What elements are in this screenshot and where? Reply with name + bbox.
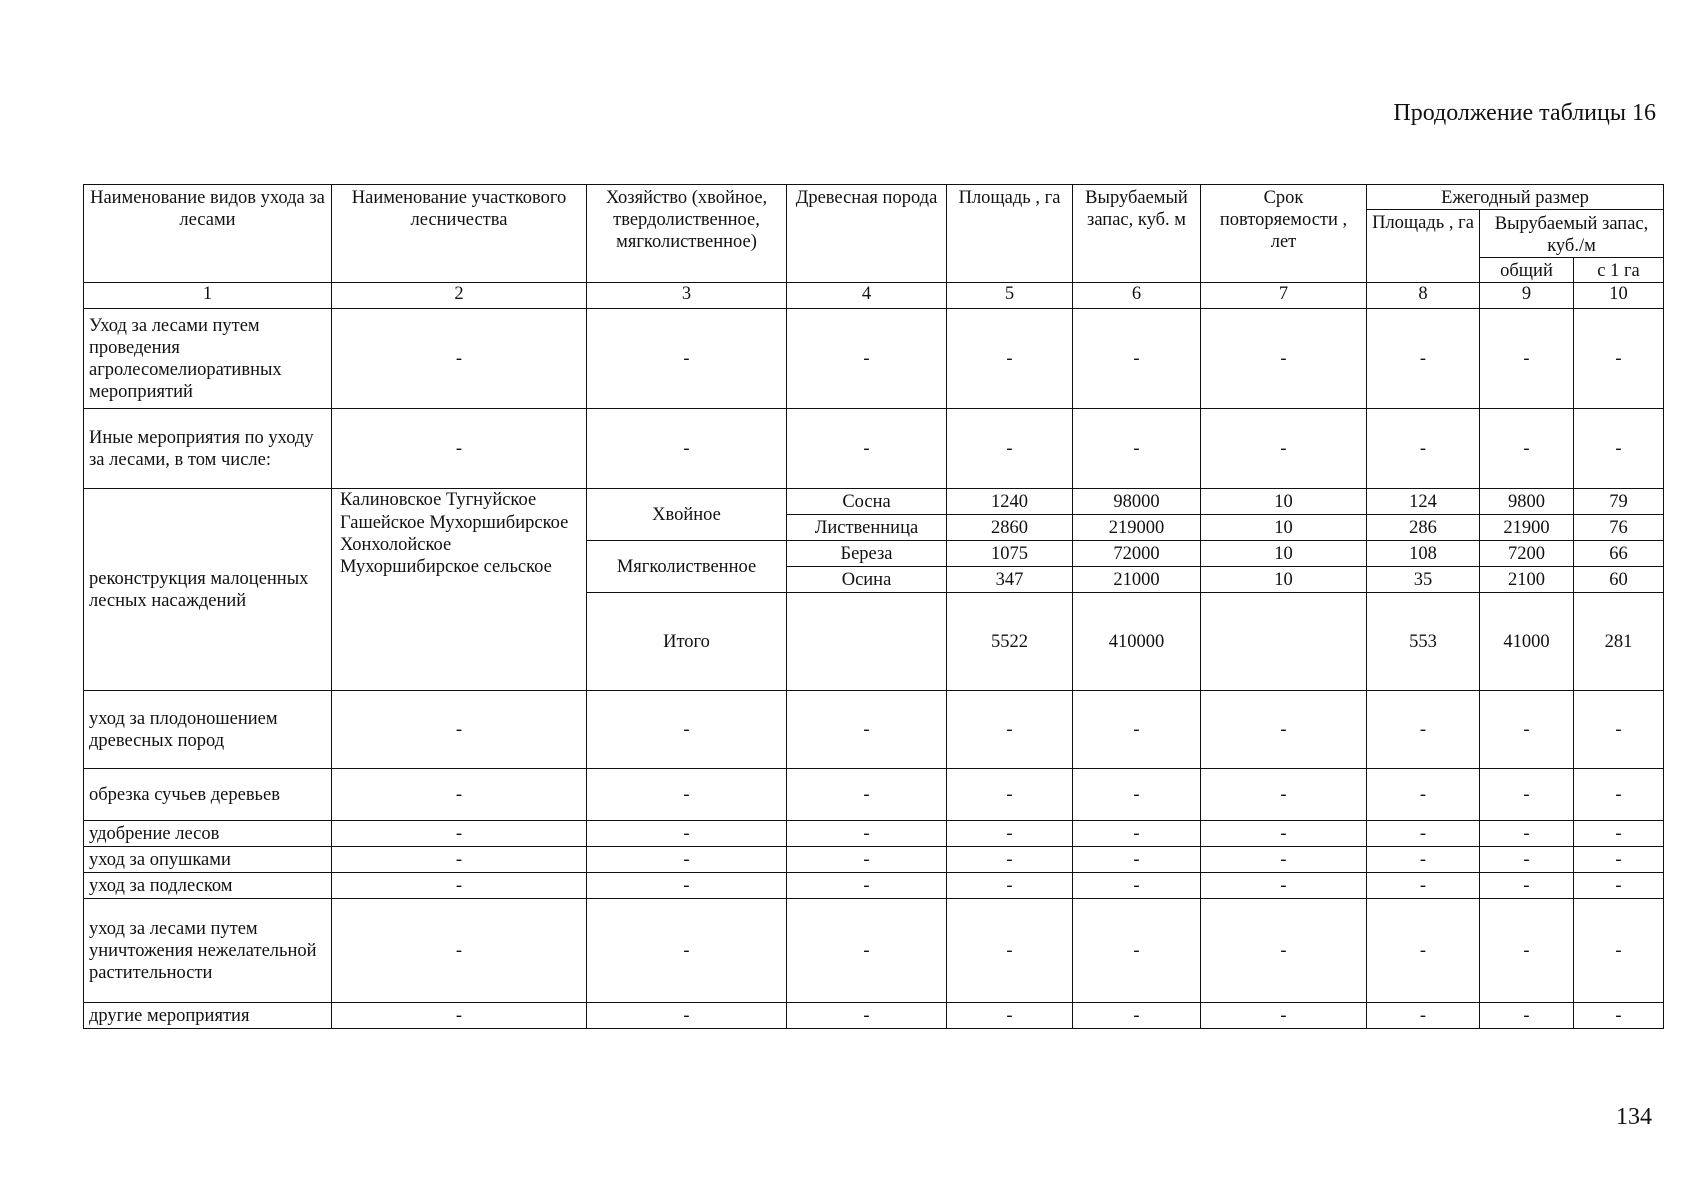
value-cell: -: [947, 1003, 1073, 1029]
value-cell: -: [1201, 769, 1367, 821]
value-cell: -: [332, 409, 587, 489]
table-row: [84, 847, 1664, 873]
value-cell: -: [587, 409, 787, 489]
header-c1: Наименование видов ухода за лесами: [84, 185, 332, 283]
column-number: 9: [1480, 283, 1574, 309]
header-c9: общий: [1480, 258, 1574, 283]
economy-conifer: Хвойное: [587, 489, 787, 541]
page-number: 134: [1616, 1104, 1652, 1130]
value-cell: -: [947, 769, 1073, 821]
forest-care-table: [83, 184, 1664, 1029]
annual-area-cell: 108: [1367, 541, 1480, 567]
value-cell: -: [1574, 1003, 1664, 1029]
activity-name: удобрение лесов: [84, 821, 332, 847]
value-cell: -: [587, 769, 787, 821]
stock-cell: 21000: [1073, 567, 1201, 593]
value-cell: -: [1574, 899, 1664, 1003]
value-cell: -: [1480, 847, 1574, 873]
header-c4: Древесная порода: [787, 185, 947, 283]
value-cell: -: [787, 409, 947, 489]
table-row: [84, 873, 1664, 899]
value-cell: -: [1480, 821, 1574, 847]
column-number: 3: [587, 283, 787, 309]
reconstruction-name: реконструкция малоценных лесных насаждений: [84, 489, 332, 691]
value-cell: -: [1367, 1003, 1480, 1029]
species-cell: Береза: [787, 541, 947, 567]
annual-total-cell: 9800: [1480, 489, 1574, 515]
value-cell: -: [947, 409, 1073, 489]
header-c7: Срок повторяемости , лет: [1201, 185, 1367, 283]
total-annual-total: 41000: [1480, 593, 1574, 691]
activity-name: Уход за лесами путем проведения агролесомелиоративных мероприятий: [84, 309, 332, 409]
stock-cell: 72000: [1073, 541, 1201, 567]
value-cell: -: [1201, 821, 1367, 847]
value-cell: -: [1574, 769, 1664, 821]
table-body-bottom: [84, 691, 1664, 1029]
column-number: 2: [332, 283, 587, 309]
value-cell: -: [1574, 309, 1664, 409]
annual-total-cell: 21900: [1480, 515, 1574, 541]
table-row: [84, 1003, 1664, 1029]
area-cell: 1075: [947, 541, 1073, 567]
economy-soft: Мягколиственное: [587, 541, 787, 593]
header-c9-group: Вырубаемый запас, куб./м: [1480, 210, 1664, 258]
annual-per-ha-cell: 66: [1574, 541, 1664, 567]
species-cell: Осина: [787, 567, 947, 593]
total-stock: 410000: [1073, 593, 1201, 691]
column-number: 7: [1201, 283, 1367, 309]
value-cell: -: [787, 873, 947, 899]
annual-per-ha-cell: 79: [1574, 489, 1664, 515]
value-cell: -: [1073, 409, 1201, 489]
forestry-list: Калиновское Тугнуйское Гашейское Мухоршибирское Хонхолойское Мухоршибирское сельское: [332, 489, 587, 691]
value-cell: -: [787, 309, 947, 409]
column-number: 5: [947, 283, 1073, 309]
value-cell: -: [1574, 873, 1664, 899]
value-cell: -: [787, 691, 947, 769]
header-c5: Площадь , га: [947, 185, 1073, 283]
value-cell: -: [332, 1003, 587, 1029]
activity-name: уход за опушками: [84, 847, 332, 873]
value-cell: -: [1480, 873, 1574, 899]
annual-total-cell: 2100: [1480, 567, 1574, 593]
annual-area-cell: 35: [1367, 567, 1480, 593]
value-cell: -: [1201, 1003, 1367, 1029]
annual-per-ha-cell: 76: [1574, 515, 1664, 541]
value-cell: -: [1073, 691, 1201, 769]
value-cell: -: [1480, 1003, 1574, 1029]
activity-name: уход за лесами путем уничтожения нежелательной растительности: [84, 899, 332, 1003]
value-cell: -: [1574, 847, 1664, 873]
column-number: 4: [787, 283, 947, 309]
header-c8: Площадь , га: [1367, 210, 1480, 283]
table-row: [84, 899, 1664, 1003]
value-cell: -: [947, 821, 1073, 847]
activity-name: другие мероприятия: [84, 1003, 332, 1029]
value-cell: -: [787, 821, 947, 847]
value-cell: -: [587, 691, 787, 769]
value-cell: -: [587, 1003, 787, 1029]
table-row: [84, 409, 1664, 489]
value-cell: -: [787, 899, 947, 1003]
value-cell: -: [1480, 899, 1574, 1003]
table-row: [84, 769, 1664, 821]
annual-area-cell: 286: [1367, 515, 1480, 541]
value-cell: -: [332, 309, 587, 409]
value-cell: -: [587, 873, 787, 899]
header-c10: с 1 га: [1574, 258, 1664, 283]
column-number: 8: [1367, 283, 1480, 309]
annual-per-ha-cell: 60: [1574, 567, 1664, 593]
value-cell: -: [1480, 691, 1574, 769]
value-cell: -: [1367, 409, 1480, 489]
value-cell: -: [587, 847, 787, 873]
activity-name: обрезка сучьев деревьев: [84, 769, 332, 821]
value-cell: -: [787, 1003, 947, 1029]
value-cell: -: [1367, 309, 1480, 409]
value-cell: -: [947, 873, 1073, 899]
value-cell: -: [947, 899, 1073, 1003]
value-cell: -: [1574, 691, 1664, 769]
value-cell: -: [1201, 409, 1367, 489]
area-cell: 347: [947, 567, 1073, 593]
value-cell: -: [1073, 821, 1201, 847]
value-cell: -: [332, 899, 587, 1003]
header-c2: Наименование участкового лесничества: [332, 185, 587, 283]
value-cell: -: [787, 847, 947, 873]
total-area: 5522: [947, 593, 1073, 691]
value-cell: -: [332, 873, 587, 899]
value-cell: -: [332, 691, 587, 769]
value-cell: -: [1201, 873, 1367, 899]
value-cell: -: [787, 769, 947, 821]
table-row: [84, 821, 1664, 847]
column-number: 10: [1574, 283, 1664, 309]
value-cell: -: [1480, 769, 1574, 821]
column-number: 6: [1073, 283, 1201, 309]
value-cell: -: [1201, 309, 1367, 409]
value-cell: -: [332, 769, 587, 821]
period-cell: 10: [1201, 515, 1367, 541]
stock-cell: 219000: [1073, 515, 1201, 541]
value-cell: -: [1367, 899, 1480, 1003]
value-cell: -: [1073, 899, 1201, 1003]
value-cell: -: [1367, 873, 1480, 899]
activity-name: уход за подлеском: [84, 873, 332, 899]
period-cell: 10: [1201, 567, 1367, 593]
species-cell: Сосна: [787, 489, 947, 515]
value-cell: -: [947, 309, 1073, 409]
value-cell: -: [1367, 847, 1480, 873]
header-c3: Хозяйство (хвойное, твердолиственное, мягколиственное): [587, 185, 787, 283]
value-cell: -: [1073, 873, 1201, 899]
value-cell: -: [1073, 1003, 1201, 1029]
area-cell: 2860: [947, 515, 1073, 541]
value-cell: -: [1201, 691, 1367, 769]
value-cell: -: [1367, 769, 1480, 821]
value-cell: -: [1367, 821, 1480, 847]
value-cell: -: [1073, 847, 1201, 873]
stock-cell: 98000: [1073, 489, 1201, 515]
total-annual-area: 553: [1367, 593, 1480, 691]
column-number: 1: [84, 283, 332, 309]
value-cell: -: [1073, 769, 1201, 821]
value-cell: -: [1574, 409, 1664, 489]
value-cell: -: [332, 821, 587, 847]
annual-total-cell: 7200: [1480, 541, 1574, 567]
header-annual: Ежегодный размер: [1367, 185, 1664, 210]
value-cell: -: [587, 821, 787, 847]
value-cell: -: [1480, 409, 1574, 489]
activity-name: Иные мероприятия по уходу за лесами, в том числе:: [84, 409, 332, 489]
column-numbers-row: [84, 283, 1664, 309]
table-body-top: [84, 309, 1664, 489]
value-cell: -: [1201, 847, 1367, 873]
area-cell: 1240: [947, 489, 1073, 515]
value-cell: -: [332, 847, 587, 873]
total-period-cell: [1201, 593, 1367, 691]
reconstruction-block: [84, 489, 1664, 691]
value-cell: -: [1367, 691, 1480, 769]
value-cell: -: [587, 899, 787, 1003]
value-cell: -: [1201, 899, 1367, 1003]
value-cell: -: [1073, 309, 1201, 409]
value-cell: -: [587, 309, 787, 409]
total-annual-per-ha: 281: [1574, 593, 1664, 691]
species-cell: Лиственница: [787, 515, 947, 541]
value-cell: -: [947, 691, 1073, 769]
total-species-cell: [787, 593, 947, 691]
activity-name: уход за плодоношением древесных пород: [84, 691, 332, 769]
annual-area-cell: 124: [1367, 489, 1480, 515]
table-row: [84, 309, 1664, 409]
value-cell: -: [1480, 309, 1574, 409]
period-cell: 10: [1201, 541, 1367, 567]
period-cell: 10: [1201, 489, 1367, 515]
header-c6: Вырубаемый запас, куб. м: [1073, 185, 1201, 283]
table-row: [84, 691, 1664, 769]
total-label: Итого: [587, 593, 787, 691]
value-cell: -: [1574, 821, 1664, 847]
table-caption: Продолжение таблицы 16: [1393, 100, 1656, 126]
value-cell: -: [947, 847, 1073, 873]
